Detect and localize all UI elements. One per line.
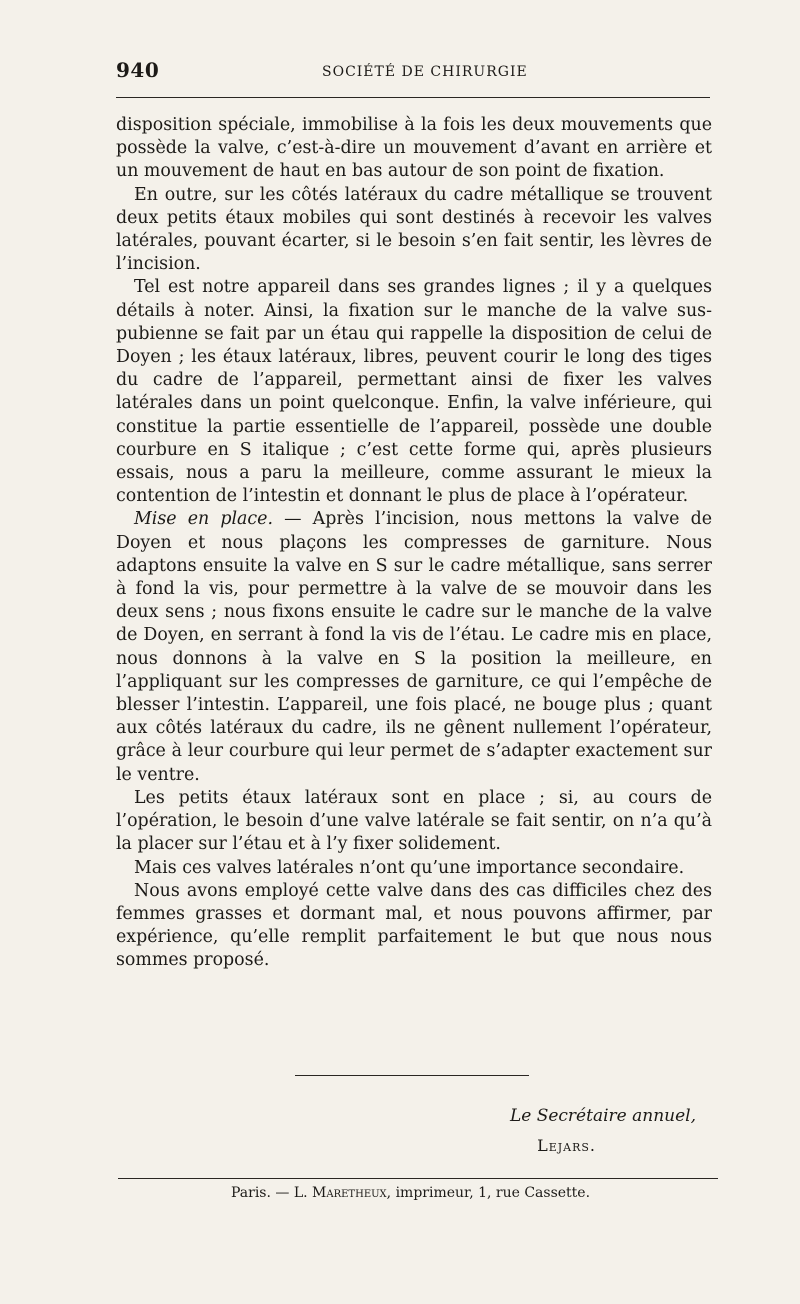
printer-imprint	[231, 1185, 590, 1201]
paragraph: Mais ces valves latérales n’ont qu’une importance secondaire.	[134, 857, 685, 878]
footer-rule	[118, 1178, 718, 1179]
body-text	[116, 114, 712, 973]
paragraph-text: — Après l’incision, nous mettons la valve de Doyen et nous plaçons les compresses de garniture. Nous adaptons ensuite la valve en S sur le cadre métallique, sans serrer à fond la vis, pour permettre à la valve de se mouvoir dans les deux sens ; nous fixons ensuite le cadre sur le manche de la valve de Doyen, en serrant à fond la vis de l’étau. Le cadre mis en place, nous donnons à la valve en S la position la meilleure, en l’appliquant sur les compresses de garniture, ce qui l’empêche de blesser l’intestin. L’appareil, une fois placé, ne bouge plus ; quant aux côtés latéraux du cadre, ils ne gênent nullement l’opérateur, grâce à leur courbure qui leur permet de s’adapter exactement sur le ventre.	[116, 509, 712, 785]
paragraph	[116, 508, 712, 786]
paragraph: Les petits étaux latéraux sont en place ; si, au cours de l’opération, le besoin d’une valve latérale se fait sentir, on n’a qu’à la placer sur l’étau et à l’y fixer solidement.	[116, 787, 712, 855]
header-rule	[116, 97, 710, 98]
imprint-prefix: Paris. — L.	[231, 1185, 313, 1201]
signature-title: Le Secrétaire annuel,	[509, 1106, 696, 1126]
paragraph: Nous avons employé cette valve dans des cas difficiles chez des femmes grasses et dormant mal, et nous pouvons affirmer, par expérience, qu’elle remplit parfaitement le but que nous nous sommes proposé.	[116, 880, 712, 971]
signature-name: Lejars.	[537, 1136, 596, 1155]
paragraph: disposition spéciale, immobilise à la fois les deux mouvements que possède la valve, c’est-à-dire un mouvement d’avant en arrière et un mouvement de haut en bas autour de son point de fixation.	[116, 115, 712, 182]
imprint-suffix: , imprimeur, 1, rue Cassette.	[386, 1185, 591, 1201]
end-rule	[295, 1075, 529, 1076]
section-title: Mise en place.	[134, 509, 273, 530]
paragraph: En outre, sur les côtés latéraux du cadre métallique se trouvent deux petits étaux mobiles qui sont destinés à recevoir les valves latérales, pouvant écarter, si le besoin s’en fait sentir, les lèvres de l’incision.	[116, 184, 712, 275]
paragraph: Tel est notre appareil dans ses grandes lignes ; il y a quelques détails à noter. Ainsi, la fixation sur le manche de la valve sus-pubienne se fait par un étau qui rappelle la disposition de celui de Doyen ; les étaux latéraux, libres, peuvent courir le long des tiges du cadre de l’appareil, permettant ainsi de fixer les valves latérales dans un point quelconque. Enfin, la valve inférieure, qui constitue la partie essentielle de l’appareil, possède une double courbure en S italique ; c’est cette forme qui, après plusieurs essais, nous a paru la meilleure, comme assurant le mieux la contention de l’intestin et donnant le plus de place à l’opérateur.	[116, 277, 712, 507]
imprint-printer: Maretheux	[312, 1185, 387, 1201]
page-number: 940	[116, 58, 160, 82]
running-head: SOCIÉTÉ DE CHIRURGIE	[322, 64, 528, 80]
